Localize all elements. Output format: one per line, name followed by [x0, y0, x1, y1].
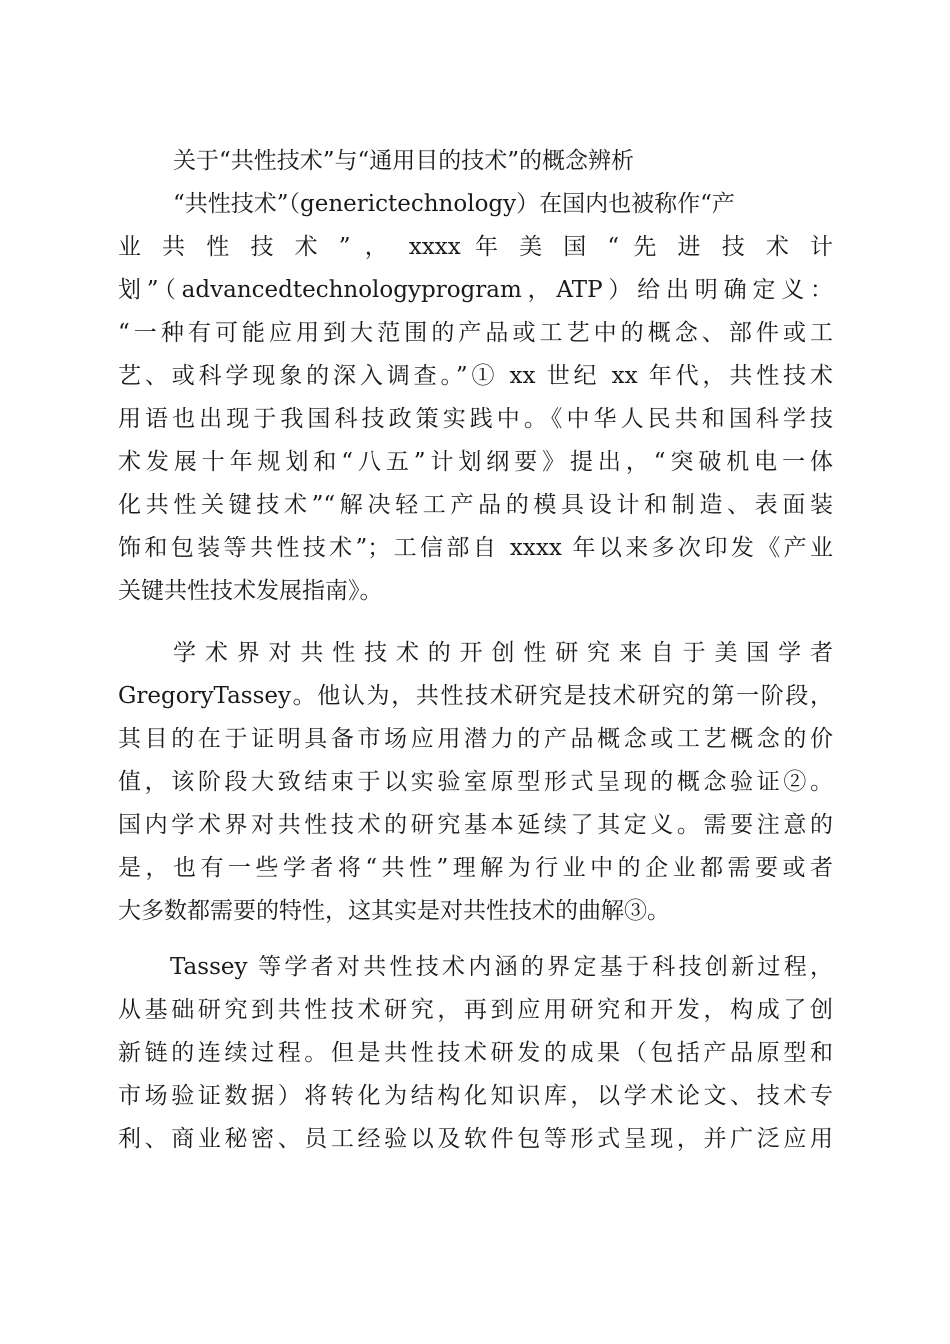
text-line: 用语也出现于我国科技政策实践中。《中华人民共和国科学技: [118, 406, 833, 432]
text-line: 饰和包装等共性技术”；工信部自 xxxx 年以来多次印发《产业: [118, 535, 833, 561]
text-line: Tassey 等学者对共性技术内涵的界定基于科技创新过程，: [170, 954, 833, 980]
text-line: 从基础研究到共性技术研究，再到应用研究和开发，构成了创: [118, 997, 833, 1023]
text-line: 关键共性技术发展指南》。: [118, 578, 383, 604]
text-line: 业 共 性 技 术 ” ， xxxx 年 美 国 “ 先 进 技 术 计: [118, 234, 833, 260]
text-line: 学术界对共性技术的开创性研究来自于美国学者: [173, 640, 833, 666]
text-line: 术发展十年规划和“八五”计划纲要》提出，“突破机电一体: [118, 449, 833, 475]
paragraph-3: [118, 946, 833, 1161]
text-line: 新链的连续过程。但是共性技术研发的成果（包括产品原型和: [118, 1040, 833, 1066]
paragraph-2: [118, 632, 833, 933]
text-line: 大多数都需要的特性，这其实是对共性技术的曲解③。: [118, 898, 670, 924]
document-title: 关于“共性技术”与“通用目的技术”的概念辨析: [173, 148, 635, 174]
text-line: “一种有可能应用到大范围的产品或工艺中的概念、部件或工: [118, 320, 833, 346]
text-line: 国内学术界对共性技术的研究基本延续了其定义。需要注意的: [118, 812, 833, 838]
text-line: GregoryTassey。他认为，共性技术研究是技术研究的第一阶段，: [118, 683, 833, 709]
text-line: 市场验证数据）将转化为结构化知识库，以学术论文、技术专: [118, 1083, 833, 1109]
text-line: “共性技术”（generictechnology）在国内也被称作“产: [173, 191, 735, 217]
text-line: 划”（advancedtechnologyprogram，ATP）给出明确定义：: [118, 277, 833, 303]
text-line: 化共性关键技术”“解决轻工产品的模具设计和制造、表面装: [118, 492, 833, 518]
paragraph-1: [118, 183, 833, 613]
text-line: 值，该阶段大致结束于以实验室原型形式呈现的概念验证②。: [118, 769, 833, 795]
text-line: 艺、或科学现象的深入调查。”① xx 世纪 xx 年代，共性技术: [118, 363, 833, 389]
text-line: 利、商业秘密、员工经验以及软件包等形式呈现，并广泛应用: [118, 1126, 833, 1152]
text-line: 其目的在于证明具备市场应用潜力的产品概念或工艺概念的价: [118, 726, 833, 752]
text-line: 是，也有一些学者将“共性”理解为行业中的企业都需要或者: [118, 855, 833, 881]
